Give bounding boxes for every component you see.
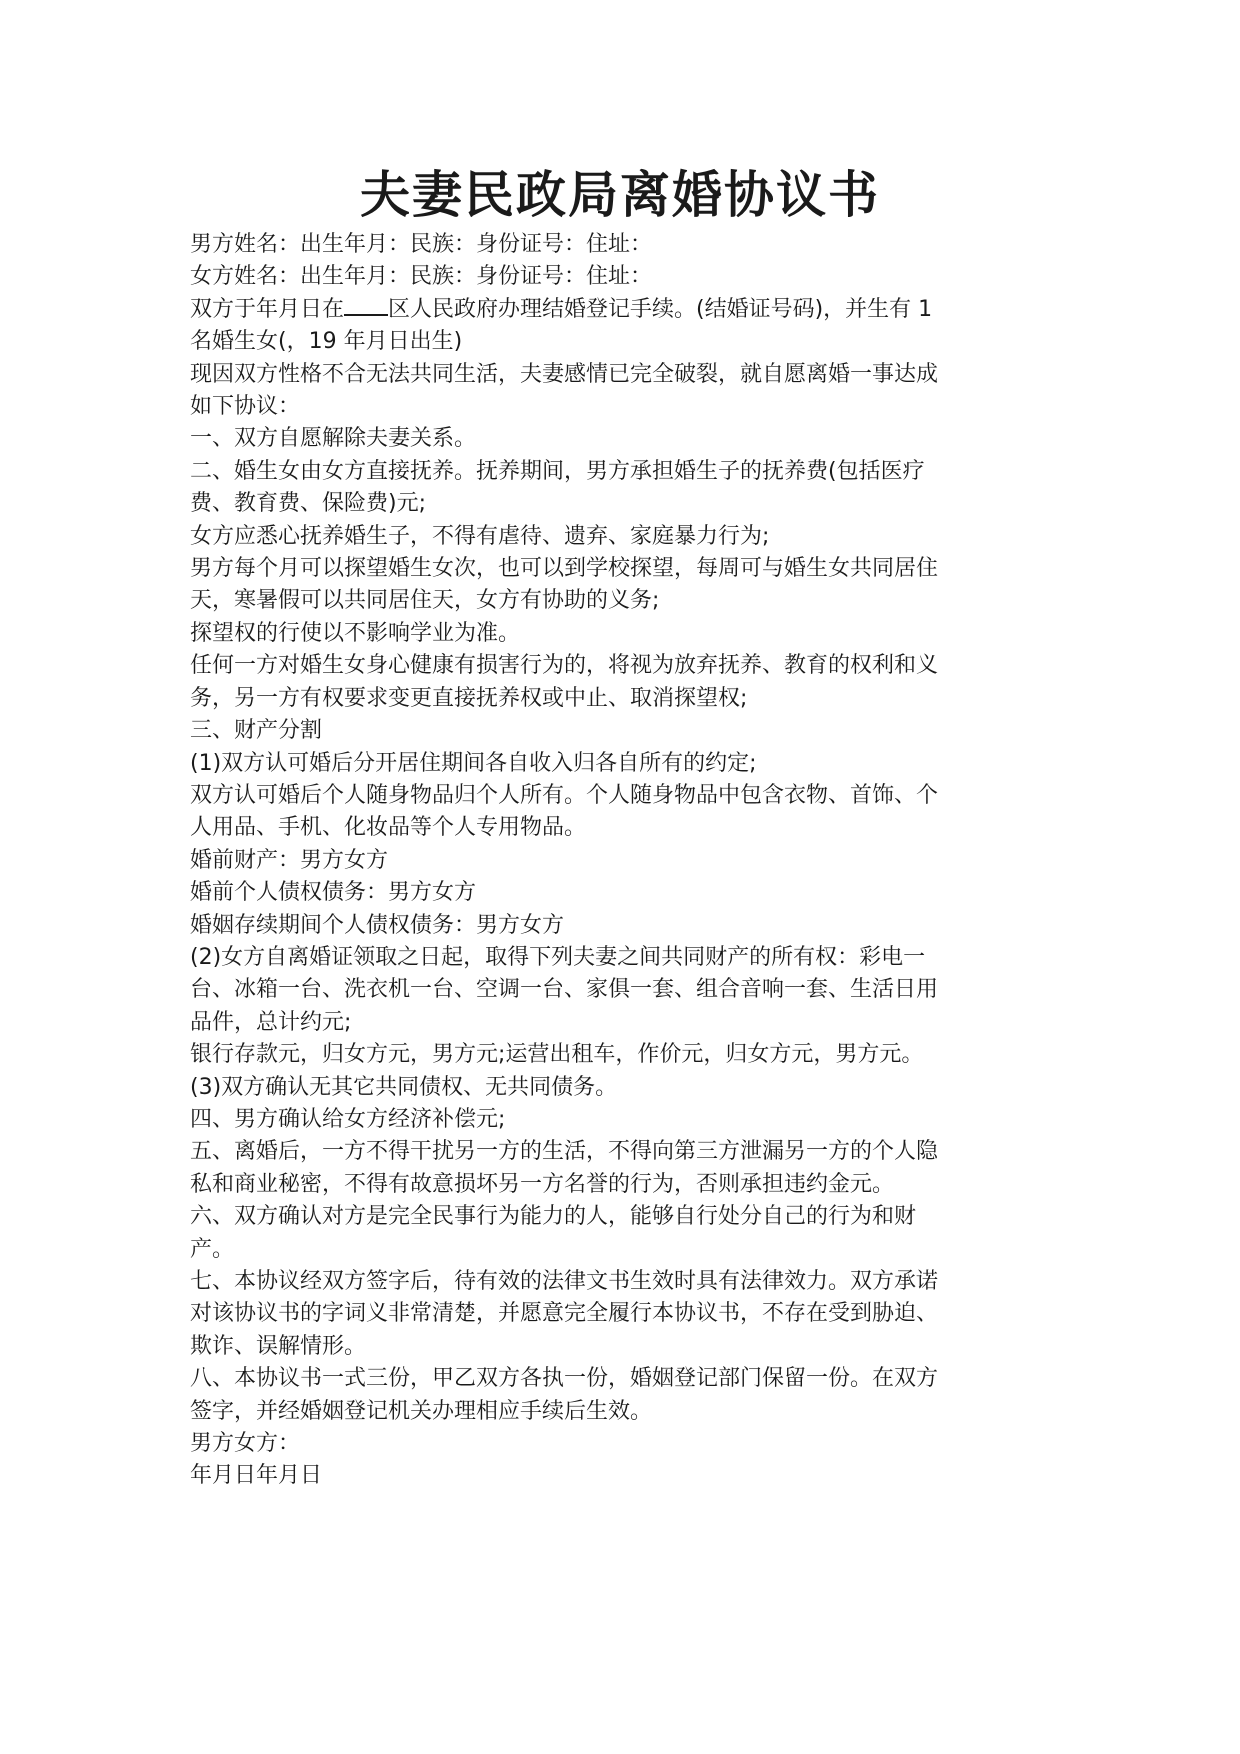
paragraph-line: 银行存款元，归女方元，男方元;运营出租车，作价元，归女方元，男方元。 — [190, 1042, 924, 1068]
paragraph-line: 探望权的行使以不影响学业为准。 — [190, 620, 521, 646]
paragraph-line: (2)女方自离婚证领取之日起，取得下列夫妻之间共同财产的所有权：彩电一 — [190, 944, 926, 970]
paragraph-line: 八、本协议书一式三份，甲乙双方各执一份，婚姻登记部门保留一份。在双方 — [190, 1366, 939, 1392]
paragraph-line: 一、双方自愿解除夫妻关系。 — [190, 426, 477, 452]
paragraph-line: (3)双方确认无其它共同债权、无共同债务。 — [190, 1074, 618, 1100]
paragraph-line: 签字，并经婚姻登记机关办理相应手续后生效。 — [190, 1398, 653, 1424]
paragraph-line: 如下协议： — [190, 394, 301, 420]
paragraph-line: 天，寒暑假可以共同居住天，女方有协助的义务; — [190, 588, 660, 614]
date-line: 年月日年月日 — [190, 1463, 323, 1489]
line-segment: 双方于年月日在 — [190, 296, 345, 322]
paragraph-line: 女方应悉心抚养婚生子，不得有虐待、遗弃、家庭暴力行为; — [190, 523, 770, 549]
paragraph-line: 欺诈、误解情形。 — [190, 1333, 367, 1359]
paragraph-line: 三、财产分割 — [190, 718, 323, 744]
paragraph-line: 四、男方确认给女方经济补偿元; — [190, 1106, 506, 1132]
line-segment: 区人民政府办理结婚登记手续。(结婚证号码)，并生有 1 — [388, 296, 933, 322]
paragraph-line: (1)双方认可婚后分开居住期间各自收入归各自所有的约定; — [190, 750, 757, 776]
paragraph-line: 对该协议书的字词义非常清楚，并愿意完全履行本协议书，不存在受到胁迫、 — [190, 1301, 939, 1327]
paragraph-line: 男方每个月可以探望婚生女次，也可以到学校探望，每周可与婚生女共同居住 — [190, 556, 939, 582]
signature-line: 男方女方： — [190, 1431, 301, 1457]
paragraph-line: 人用品、手机、化妆品等个人专用物品。 — [190, 815, 587, 841]
paragraph-line: 婚前个人债权债务：男方女方 — [190, 880, 477, 906]
paragraph-line: 任何一方对婚生女身心健康有损害行为的，将视为放弃抚养、教育的权利和义 — [190, 653, 939, 679]
document-body — [190, 229, 1050, 1493]
paragraph-line: 女方姓名：出生年月：民族：身份证号：住址： — [190, 264, 653, 290]
paragraph-line: 男方姓名：出生年月：民族：身份证号：住址： — [190, 232, 653, 257]
paragraph-line: 双方认可婚后个人随身物品归个人所有。个人随身物品中包含衣物、首饰、个 — [190, 782, 939, 808]
paragraph-line: 七、本协议经双方签字后，待有效的法律文书生效时具有法律效力。双方承诺 — [190, 1269, 939, 1294]
paragraph-line: 五、离婚后，一方不得干扰另一方的生活，不得向第三方泄漏另一方的个人隐 — [190, 1139, 939, 1165]
document-title: 夫妻民政局离婚协议书 — [360, 166, 880, 224]
paragraph-line: 婚姻存续期间个人债权债务：男方女方 — [190, 912, 565, 938]
fill-in-blank — [344, 296, 388, 316]
paragraph-line — [190, 294, 1050, 326]
paragraph-line: 名婚生女(，19 年月日出生) — [190, 329, 463, 355]
paragraph-line: 务，另一方有权要求变更直接抚养权或中止、取消探望权; — [190, 685, 748, 711]
paragraph-line: 私和商业秘密，不得有故意损坏另一方名誉的行为，否则承担违约金元。 — [190, 1171, 895, 1197]
paragraph-line: 台、冰箱一台、洗衣机一台、空调一台、家俱一套、组合音响一套、生活日用 — [190, 977, 939, 1003]
paragraph-line: 费、教育费、保险费)元; — [190, 491, 426, 517]
paragraph-line: 二、婚生女由女方直接抚养。抚养期间，男方承担婚生子的抚养费(包括医疗 — [190, 458, 925, 484]
paragraph-line: 现因双方性格不合无法共同生活，夫妻感情已完全破裂，就自愿离婚一事达成 — [190, 361, 939, 387]
paragraph-line: 品件，总计约元; — [190, 1009, 352, 1035]
paragraph-line: 六、双方确认对方是完全民事行为能力的人，能够自行处分自己的行为和财 — [190, 1204, 917, 1230]
paragraph-line: 婚前财产：男方女方 — [190, 847, 389, 873]
paragraph-line: 产。 — [190, 1236, 235, 1262]
